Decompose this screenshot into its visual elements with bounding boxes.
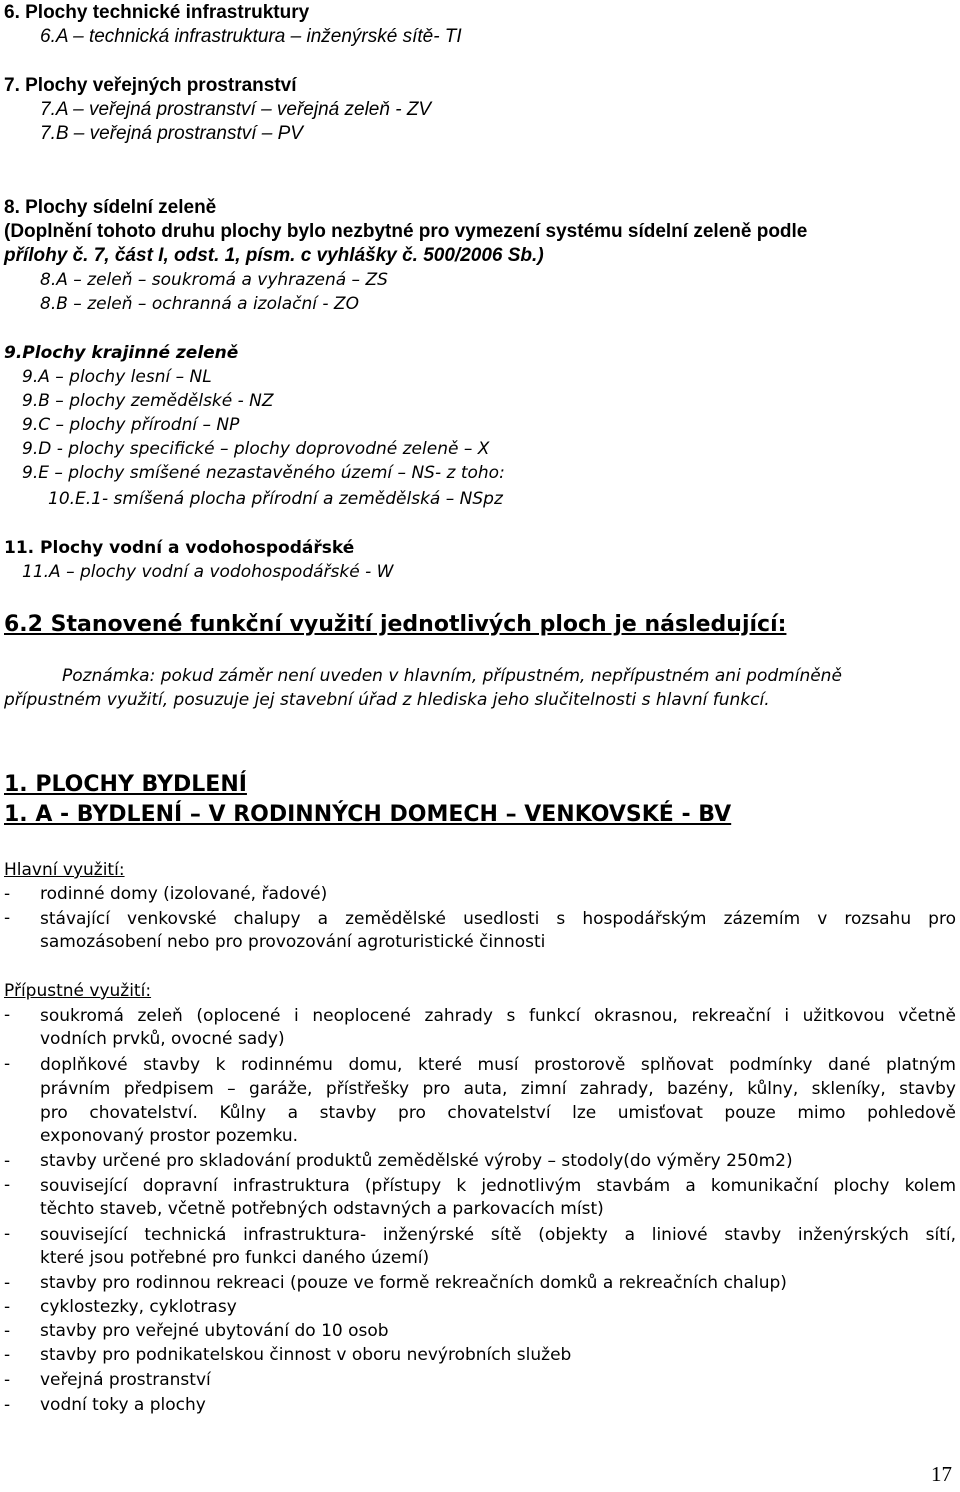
pripustne-item-prostranstvi: veřejná prostranství (40, 1370, 211, 1390)
item-6a: 6.A – technická infrastruktura – inženýrské sítě- TI (40, 26, 462, 47)
section-8-title: 8. Plochy sídelní zeleně (4, 197, 217, 218)
pripustne-item-technicka: související technická infrastruktura- inženýrské sítě (objekty a liniové stavby inženýrských sítí, (40, 1225, 956, 1245)
bullet-dash: - (4, 884, 11, 904)
section-11-title: 11. Plochy vodní a vodohospodářské (4, 538, 355, 558)
item-9b: 9.B – plochy zemědělské - NZ (22, 391, 274, 411)
pripustne-item-vodni-toky: vodní toky a plochy (40, 1395, 206, 1415)
item-8b: 8.B – zeleň – ochranná a izolační - ZO (40, 294, 359, 314)
pripustne-item-doprava: související dopravní infrastruktura (přístupy k jednotlivým stavbám a komunikační plochy kolem (40, 1176, 956, 1196)
bullet-dash: - (4, 1175, 11, 1195)
pripustne-item-doplnkove-cont2: pro chovatelství. Kůlny a stavby pro chovatelství lze umisťovat pouze mimo pohledově (40, 1103, 956, 1123)
page-number: 17 (931, 1462, 952, 1486)
bullet-dash: - (4, 1321, 11, 1341)
pripustne-vyuziti-label: Přípustné využití: (4, 981, 152, 1001)
pripustne-item-zelen: soukromá zeleň (oplocené i neoplocené zahrady s funkcí okrasnou, rekreační i užitkovou včetně (40, 1006, 956, 1026)
bullet-dash: - (4, 1345, 11, 1365)
hlavni-vyuziti-label: Hlavní využití: (4, 860, 125, 880)
bullet-dash: - (4, 1273, 11, 1293)
note-line2: přípustném využití, posuzuje jej stavební úřad z hlediska jeho slučitelnosti s hlavní funkcí. (4, 690, 770, 710)
item-10e1: 10.E.1- smíšená plocha přírodní a zemědělská – NSpz (48, 489, 503, 509)
hlavni-item-2: stávající venkovské chalupy a zemědělské usedlosti s hospodářským zázemím v rozsahu pro (40, 909, 956, 929)
hlavni-item-1: rodinné domy (izolované, řadové) (40, 884, 328, 904)
item-7a: 7.A – veřejná prostranství – veřejná zeleň - ZV (40, 99, 432, 120)
pripustne-item-cyklostezky: cyklostezky, cyklotrasy (40, 1297, 237, 1317)
plochy-bydleni-heading: 1. PLOCHY BYDLENÍ (4, 772, 247, 797)
item-11a: 11.A – plochy vodní a vodohospodářské - W (22, 562, 394, 582)
item-9a: 9.A – plochy lesní – NL (22, 367, 212, 387)
pripustne-item-doplnkove-cont1: právním předpisem – garáže, přístřešky pro auta, zimní zahrady, bazény, kůlny, skleníky, stavby (40, 1079, 956, 1099)
pripustne-item-doprava-cont: těchto staveb, včetně potřebných odstavných a parkovacích míst) (40, 1199, 604, 1219)
item-9e: 9.E – plochy smíšené nezastavěného území – NS- z toho: (22, 463, 505, 483)
pripustne-item-podnikatelska: stavby pro podnikatelskou činnost v oboru nevýrobních služeb (40, 1345, 572, 1365)
pripustne-item-stodoly: stavby určené pro skladování produktů zemědělské výroby – stodoly(do výměry 250m2) (40, 1151, 793, 1171)
item-9d: 9.D - plochy specifické – plochy doprovodné zeleně – X (22, 439, 490, 459)
section-8-note-line1: (Doplnění tohoto druhu plochy bylo nezbytné pro vymezení systému sídelní zeleně podle (4, 221, 808, 242)
bullet-dash: - (4, 1005, 11, 1025)
pripustne-item-doplnkove: doplňkové stavby k rodinnému domu, které musí prostorově splňovat podmínky dané platným (40, 1055, 956, 1075)
bullet-dash: - (4, 1224, 11, 1244)
section-6-2-heading: 6.2 Stanovené funkční využití jednotlivých ploch je následující: (4, 612, 787, 637)
pripustne-item-ubytovani: stavby pro veřejné ubytování do 10 osob (40, 1321, 389, 1341)
pripustne-item-doplnkove-cont3: exponovaný prostor pozemku. (40, 1126, 299, 1146)
item-9c: 9.C – plochy přírodní – NP (22, 415, 240, 435)
pripustne-item-technicka-cont: které jsou potřebné pro funkci daného území) (40, 1248, 430, 1268)
item-8a: 8.A – zeleň – soukromá a vyhrazená – ZS (40, 270, 388, 290)
section-6-title: 6. Plochy technické infrastruktury (4, 2, 310, 23)
bullet-dash: - (4, 1151, 11, 1171)
bullet-dash: - (4, 1395, 11, 1415)
note-line1: Poznámka: pokud záměr není uveden v hlavním, přípustném, nepřípustném ani podmíněně (62, 666, 842, 686)
pripustne-item-rekreace: stavby pro rodinnou rekreaci (pouze ve formě rekreačních domků a rekreačních chalup) (40, 1273, 787, 1293)
bullet-dash: - (4, 908, 11, 928)
bullet-dash: - (4, 1054, 11, 1074)
bydleni-bv-heading: 1. A - BYDLENÍ – V RODINNÝCH DOMECH – VENKOVSKÉ - BV (4, 802, 732, 827)
pripustne-item-zelen-cont: vodních prvků, ovocné sady) (40, 1029, 285, 1049)
item-7b: 7.B – veřejná prostranství – PV (40, 123, 303, 144)
section-8-note-line2: přílohy č. 7, část I, odst. 1, písm. c vyhlášky č. 500/2006 Sb.) (4, 245, 544, 266)
section-9-title: 9.Plochy krajinné zeleně (4, 343, 239, 363)
bullet-dash: - (4, 1370, 11, 1390)
bullet-dash: - (4, 1297, 11, 1317)
hlavni-item-2-cont: samozásobení nebo pro provozování agroturistické činnosti (40, 932, 546, 952)
section-7-title: 7. Plochy veřejných prostranství (4, 75, 297, 96)
